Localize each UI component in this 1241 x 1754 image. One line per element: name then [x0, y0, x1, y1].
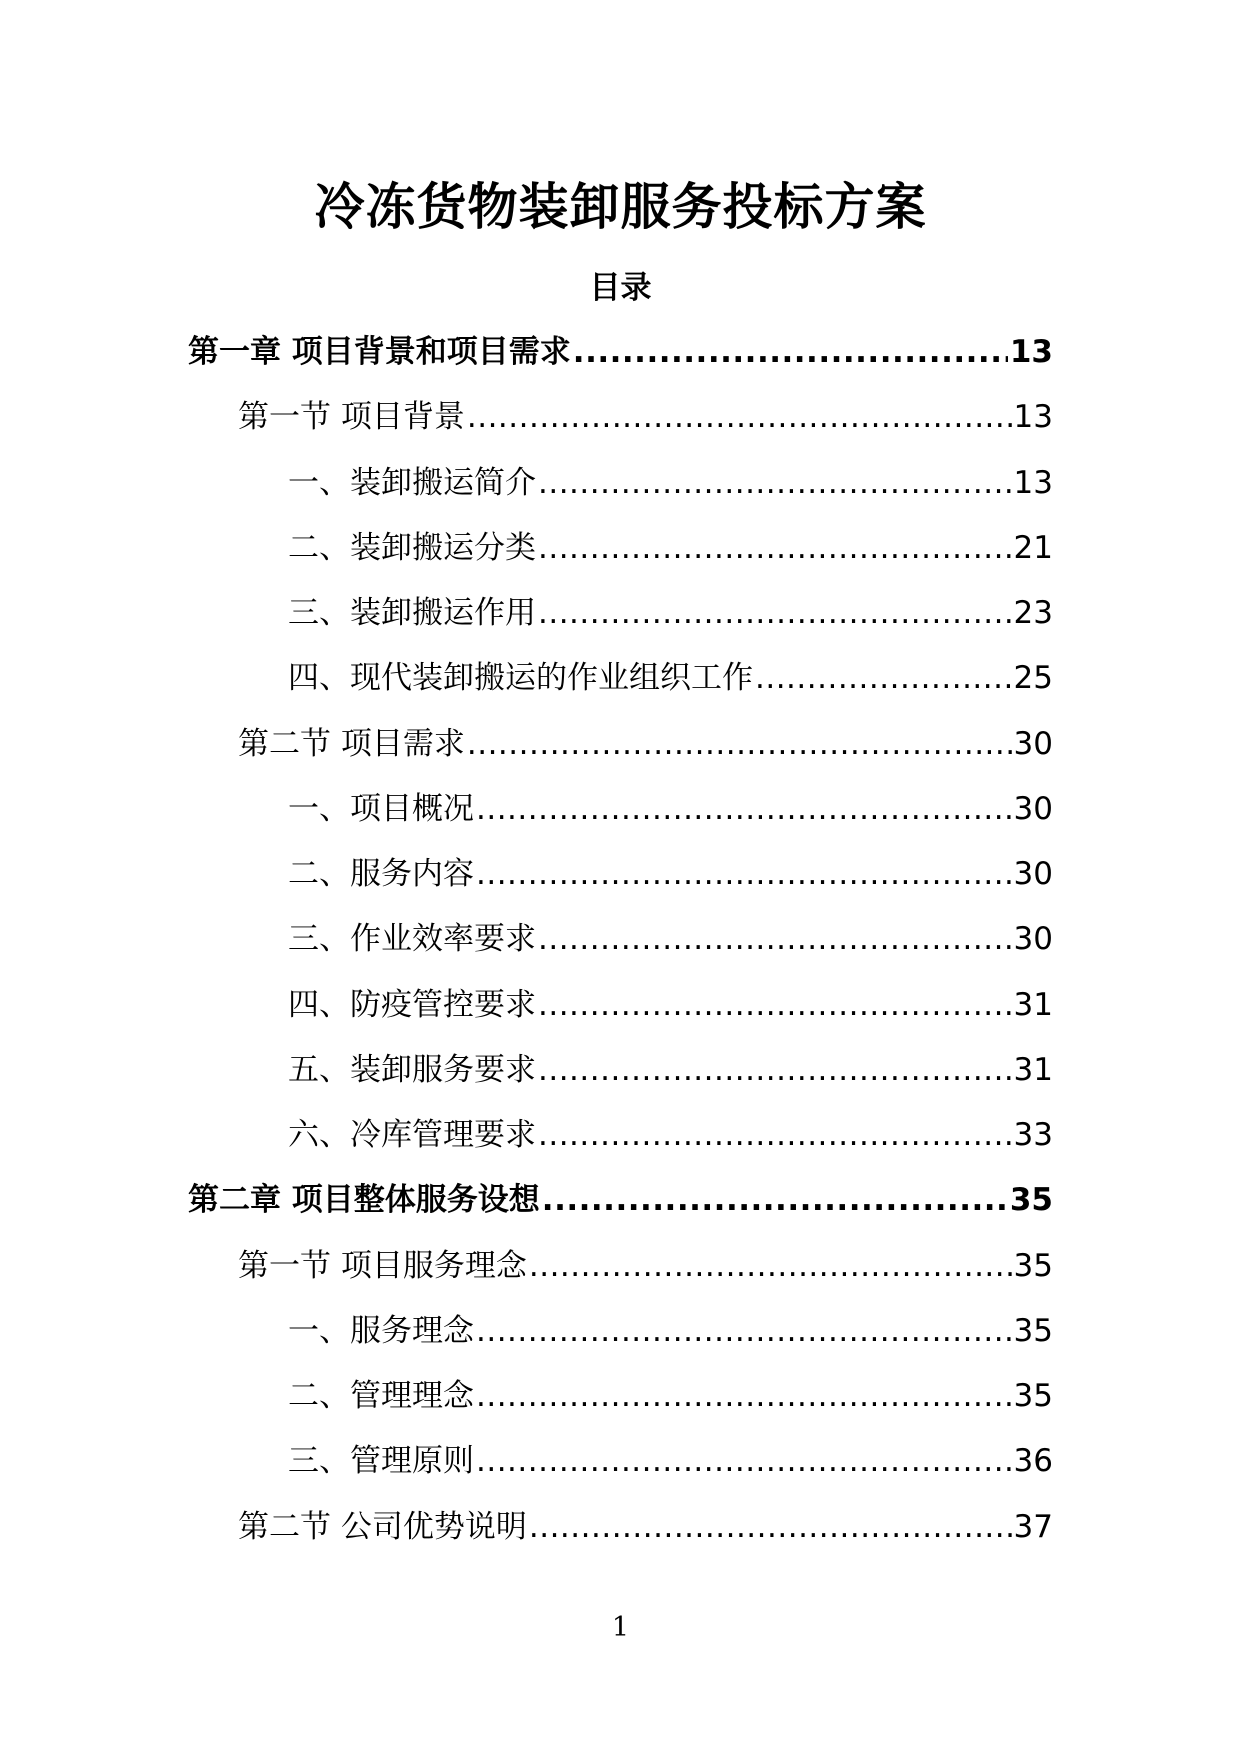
- toc-entry-page: 23: [1013, 595, 1053, 631]
- toc-entry-text: 二、管理理念: [288, 1378, 474, 1414]
- toc-entry-page: 30: [1013, 790, 1053, 827]
- toc-entry-page: 35: [1013, 1378, 1053, 1414]
- toc-entry-subsection[interactable]: [0, 523, 1241, 588]
- toc-entry-text: 五、装卸服务要求: [288, 1051, 536, 1088]
- toc-entry-text: 六、冷库管理要求: [288, 1117, 536, 1153]
- toc-entry-page: 36: [1013, 1443, 1053, 1480]
- toc-entry-subsection[interactable]: [0, 849, 1241, 914]
- toc-entry-text: 第二章 项目整体服务设想: [188, 1182, 540, 1219]
- toc-entry-text: 三、装卸搬运作用: [288, 595, 536, 631]
- toc-dot-leader: [538, 523, 1012, 573]
- toc-entry-page: 13: [1009, 334, 1053, 370]
- toc-entry-page: 30: [1013, 856, 1053, 892]
- toc-entry-page: 31: [1013, 986, 1053, 1023]
- toc-entry-page: 21: [1013, 529, 1053, 566]
- toc-dot-leader: [538, 588, 1012, 638]
- toc-entry-subsection[interactable]: [0, 980, 1241, 1045]
- toc-entry-text: 三、作业效率要求: [288, 921, 536, 958]
- toc-dot-leader: [476, 1436, 1012, 1486]
- toc-entry-text: 二、装卸搬运分类: [288, 529, 536, 566]
- toc-entry-text: 三、管理原则: [288, 1443, 474, 1480]
- toc-dot-leader: [538, 1110, 1012, 1160]
- toc-entry-chapter-1[interactable]: [0, 327, 1241, 392]
- toc-entry-page: 25: [1013, 660, 1053, 697]
- toc-entry-chapter-2[interactable]: [0, 1175, 1241, 1240]
- toc-dot-leader: [538, 914, 1012, 964]
- toc-entry-page: 31: [1013, 1051, 1053, 1088]
- toc-entry-subsection[interactable]: [0, 1371, 1241, 1436]
- toc-entry-text: 一、装卸搬运简介: [288, 464, 536, 501]
- toc-entry-page: 13: [1013, 399, 1053, 436]
- toc-entry-subsection[interactable]: [0, 1110, 1241, 1175]
- toc-dot-leader: [542, 1175, 1008, 1225]
- toc-entry-text: 第一节 项目服务理念: [238, 1247, 527, 1284]
- toc-dot-leader: [538, 1045, 1012, 1095]
- toc-entry-subsection[interactable]: [0, 653, 1241, 718]
- toc-dot-leader: [476, 849, 1012, 899]
- toc-entry-text: 第一节 项目背景: [238, 399, 465, 436]
- toc-entry-text: 第二节 项目需求: [238, 725, 465, 762]
- toc-dot-leader: [529, 1502, 1012, 1552]
- toc-entry-text: 一、项目概况: [288, 790, 474, 827]
- toc-dot-leader: [755, 653, 1012, 703]
- toc-dot-leader: [476, 1306, 1012, 1356]
- toc-entry-page: 35: [1013, 1312, 1053, 1349]
- toc-entry-subsection[interactable]: [0, 914, 1241, 979]
- toc-entry-section[interactable]: [0, 1241, 1241, 1306]
- toc-heading: 目录: [589, 270, 652, 306]
- toc-dot-leader: [529, 1241, 1012, 1291]
- toc-entry-text: 第二节 公司优势说明: [238, 1508, 527, 1545]
- toc-dot-leader: [573, 327, 1008, 377]
- toc-entry-text: 四、防疫管控要求: [288, 986, 536, 1023]
- page-number: 1: [611, 1612, 630, 1643]
- toc-entry-subsection[interactable]: [0, 1045, 1241, 1110]
- toc-entry-page: 35: [1009, 1182, 1053, 1219]
- toc-entry-subsection[interactable]: [0, 1306, 1241, 1371]
- table-of-contents: [0, 327, 1241, 1567]
- toc-entry-subsection[interactable]: [0, 458, 1241, 523]
- toc-dot-leader: [538, 458, 1012, 508]
- toc-entry-subsection[interactable]: [0, 1436, 1241, 1501]
- toc-entry-page: 33: [1013, 1117, 1053, 1153]
- toc-entry-page: 30: [1013, 725, 1053, 762]
- toc-dot-leader: [467, 719, 1012, 769]
- toc-entry-page: 13: [1013, 464, 1053, 501]
- toc-entry-subsection[interactable]: [0, 784, 1241, 849]
- toc-entry-page: 35: [1013, 1247, 1053, 1284]
- toc-entry-text: 四、现代装卸搬运的作业组织工作: [288, 660, 753, 697]
- toc-dot-leader: [538, 980, 1012, 1030]
- toc-entry-text: 第一章 项目背景和项目需求: [188, 334, 571, 370]
- toc-dot-leader: [467, 392, 1012, 442]
- toc-entry-text: 二、服务内容: [288, 856, 474, 892]
- toc-entry-section[interactable]: [0, 719, 1241, 784]
- toc-entry-section[interactable]: [0, 1502, 1241, 1567]
- document-title: 冷冻货物装卸服务投标方案: [314, 178, 927, 236]
- toc-entry-page: 30: [1013, 921, 1053, 958]
- toc-entry-section[interactable]: [0, 392, 1241, 457]
- toc-dot-leader: [476, 784, 1012, 834]
- toc-entry-text: 一、服务理念: [288, 1312, 474, 1349]
- toc-entry-page: 37: [1013, 1508, 1053, 1545]
- toc-entry-subsection[interactable]: [0, 588, 1241, 653]
- toc-dot-leader: [476, 1371, 1012, 1421]
